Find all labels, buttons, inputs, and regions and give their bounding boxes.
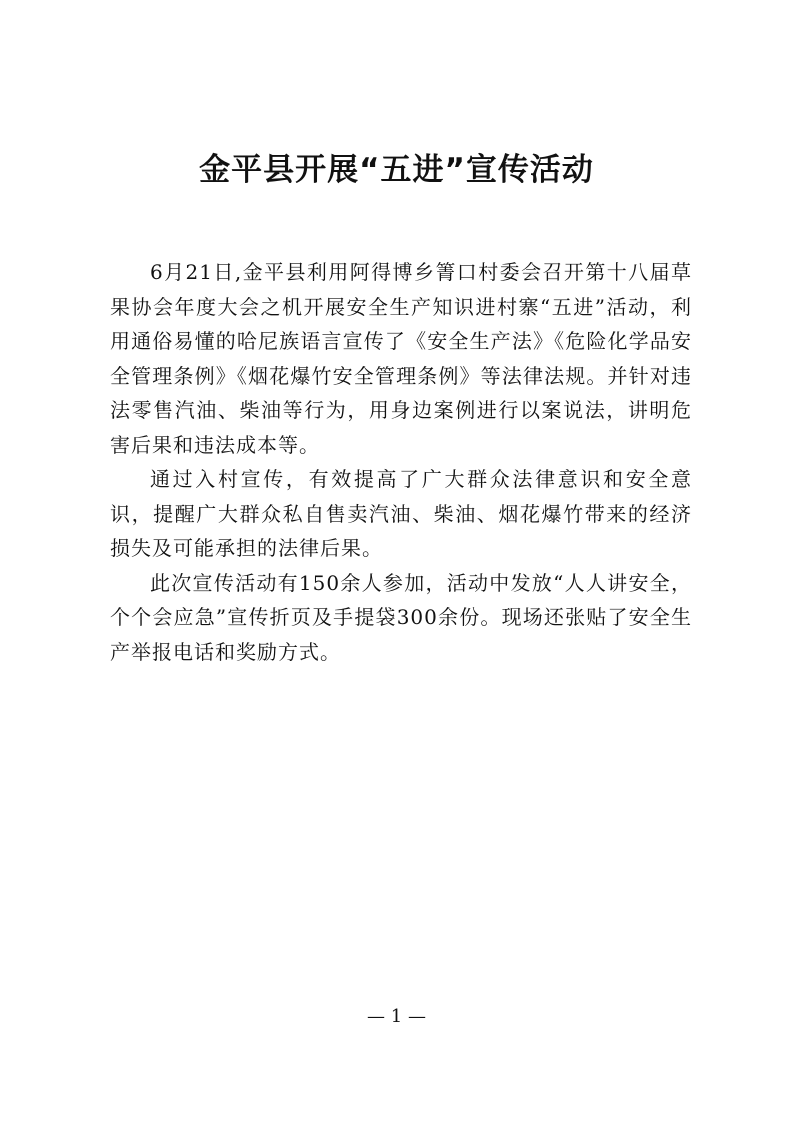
page-number: — 1 — xyxy=(367,1006,426,1027)
paragraph-3: 此次宣传活动有150余人参加，活动中发放“人人讲安全，个个会应急”宣传折页及手提袋300余份。现场还张贴了安全生产举报电话和奖励方式。 xyxy=(110,570,692,664)
paragraph-2: 通过入村宣传，有效提高了广大群众法律意识和安全意识，提醒广大群众私自售卖汽油、柴油、烟花爆竹带来的经济损失及可能承担的法律后果。 xyxy=(110,467,692,560)
page-title: 金平县开展“五进”宣传活动 xyxy=(199,152,594,188)
paragraph-1: 6月21日,金平县利用阿得博乡箐口村委会召开第十八届草果协会年度大会之机开展安全生产知识进村寨“五进”活动，利用通俗易懂的哈尼族语言宣传了《安全生产法》《危险化学品安全管理条例》《烟花爆竹安全管理条例》等法律法规。并针对违法零售汽油、柴油等行为，用身边案例进行以案说法，讲明危害后果和违法成本等。 xyxy=(110,260,692,457)
article-body xyxy=(110,255,692,669)
